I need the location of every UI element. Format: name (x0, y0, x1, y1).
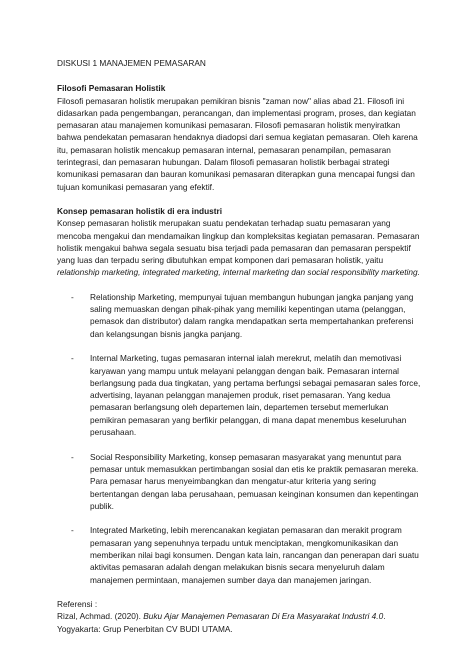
reference-publisher: . Yogyakarta: Grup Penerbitan CV BUDI UTAMA. (57, 611, 386, 634)
component-list (57, 291, 424, 586)
reference-author: Rizal, Achmad. (2020). (57, 611, 144, 622)
document-title: DISKUSI 1 MANAJEMEN PEMASARAN (57, 58, 206, 68)
paragraph-konsep (57, 217, 424, 278)
list-item-text: Relationship Marketing, mempunyai tujuan membangun hubungan jangka panjang yang saling memuaskan dengan pihak-pihak yang memiliki kepentingan utama (pelanggan, pemasok dan distributor) dalam rangka mendapatkan serta mempertahankan preferensi dan kelangsungan bisnis jangka panjang. (90, 291, 414, 339)
dash-marker: - (71, 353, 74, 364)
reference-book-title: Buku Ajar Manajemen Pemasaran Di Era Masyarakat Industri 4.0 (143, 611, 384, 622)
paragraph-konsep-italic: relationship marketing, integrated marketing, internal marketing dan social responsibility marketing. (57, 267, 420, 278)
list-item (57, 352, 424, 438)
spacer (57, 193, 424, 205)
list-item-text: Social Responsibility Marketing, konsep pemasaran masyarakat yang menuntut para pemasar untuk memasukkan pertimbangan sosial dan etis ke praktik pemasaran mereka. Para pemasar harus menyeimbangkan dan mengatur-atur kriteria yang sering bertentangan dengan laba perusahaan, pemuasan keinginan konsumen dan kepentingan publik. (90, 451, 419, 511)
reference-entry (57, 610, 424, 635)
dash-marker: - (71, 451, 74, 462)
references-heading: Referensi : (57, 599, 98, 610)
list-item-text: Integrated Marketing, lebih merencanakan kegiatan pemasaran dan merakit program pemasaran yang sepenuhnya terpadu untuk menciptakan, mengkomunikasikan dan memberikan nilai bagi konsumen. Dengan kata lain, rancangan dan penerapan dari suatu aktivitas pemasaran adalah dengan melakukan bisnis secara menyeluruh dalam manajemen permintaan, manajemen sumber daya dan manajemen jaringan. (90, 525, 419, 585)
section-heading-filosofi: Filosofi Pemasaran Holistik (57, 83, 166, 94)
list-item (57, 524, 424, 585)
dash-marker: - (71, 525, 74, 536)
section-heading-konsep: Konsep pemasaran holistik di era industri (57, 205, 223, 216)
paragraph-konsep-text: Konsep pemasaran holistik merupakan suatu pendekatan terhadap suatu pemasaran yang mencoba mengakui dan mendamaikan lingkup dan kompleksitas kegiatan pemasaran. Pemasaran holistik mengakui bahwa segala sesuatu bisa terjadi pada pemasaran dan pemasaran perspektif yang luas dan terpadu sering dibutuhkan empat komponen dari pemasaran holistik, yaitu (57, 218, 420, 266)
dash-marker: - (71, 291, 74, 302)
paragraph-filosofi: Filosofi pemasaran holistik merupakan pemikiran bisnis "zaman now" alias abad 21. Filosofi ini didasarkan pada pengembangan, perancangan, dan implementasi program, proses, dan kegiatan pemasaran atau manajemen komunikasi pemasaran. Filosofi pemasaran holistik menyiratkan bahwa pendekatan pemasaran hendaknya diadopsi dari semua kegiatan pemasaran. Oleh karena itu, pemasaran holistik mencakup pemasaran internal, pemasaran penampilan, pemasaran terintegrasi, dan pemasaran hubungan. Dalam filosofi pemasaran holistik berbagai strategi komunikasi pemasaran dan bauran komunikasi pemasaran diterapkan guna mencapai fungsi dan tujuan komunikasi pemasaran yang efektif. (57, 95, 418, 192)
list-item (57, 451, 424, 512)
list-item (57, 291, 424, 340)
list-item-text: Internal Marketing, tugas pemasaran internal ialah merekrut, melatih dan memotivasi karyawan yang mampu untuk melayani pelanggan dengan baik. Pemasaran internal berlangsung pada dua tingkatan, yang pertama berfungsi sebagai pemasaran sales force, advertising, layanan pelanggan manajemen produk, riset pemasaran. Yang kedua pemasaran berlangsung oleh departemen lain, departemen tersebut memerlukan pemikiran pemasaran yang berfikir pelanggan, di mana dapat menembus keseluruhan perusahaan. (90, 353, 421, 438)
